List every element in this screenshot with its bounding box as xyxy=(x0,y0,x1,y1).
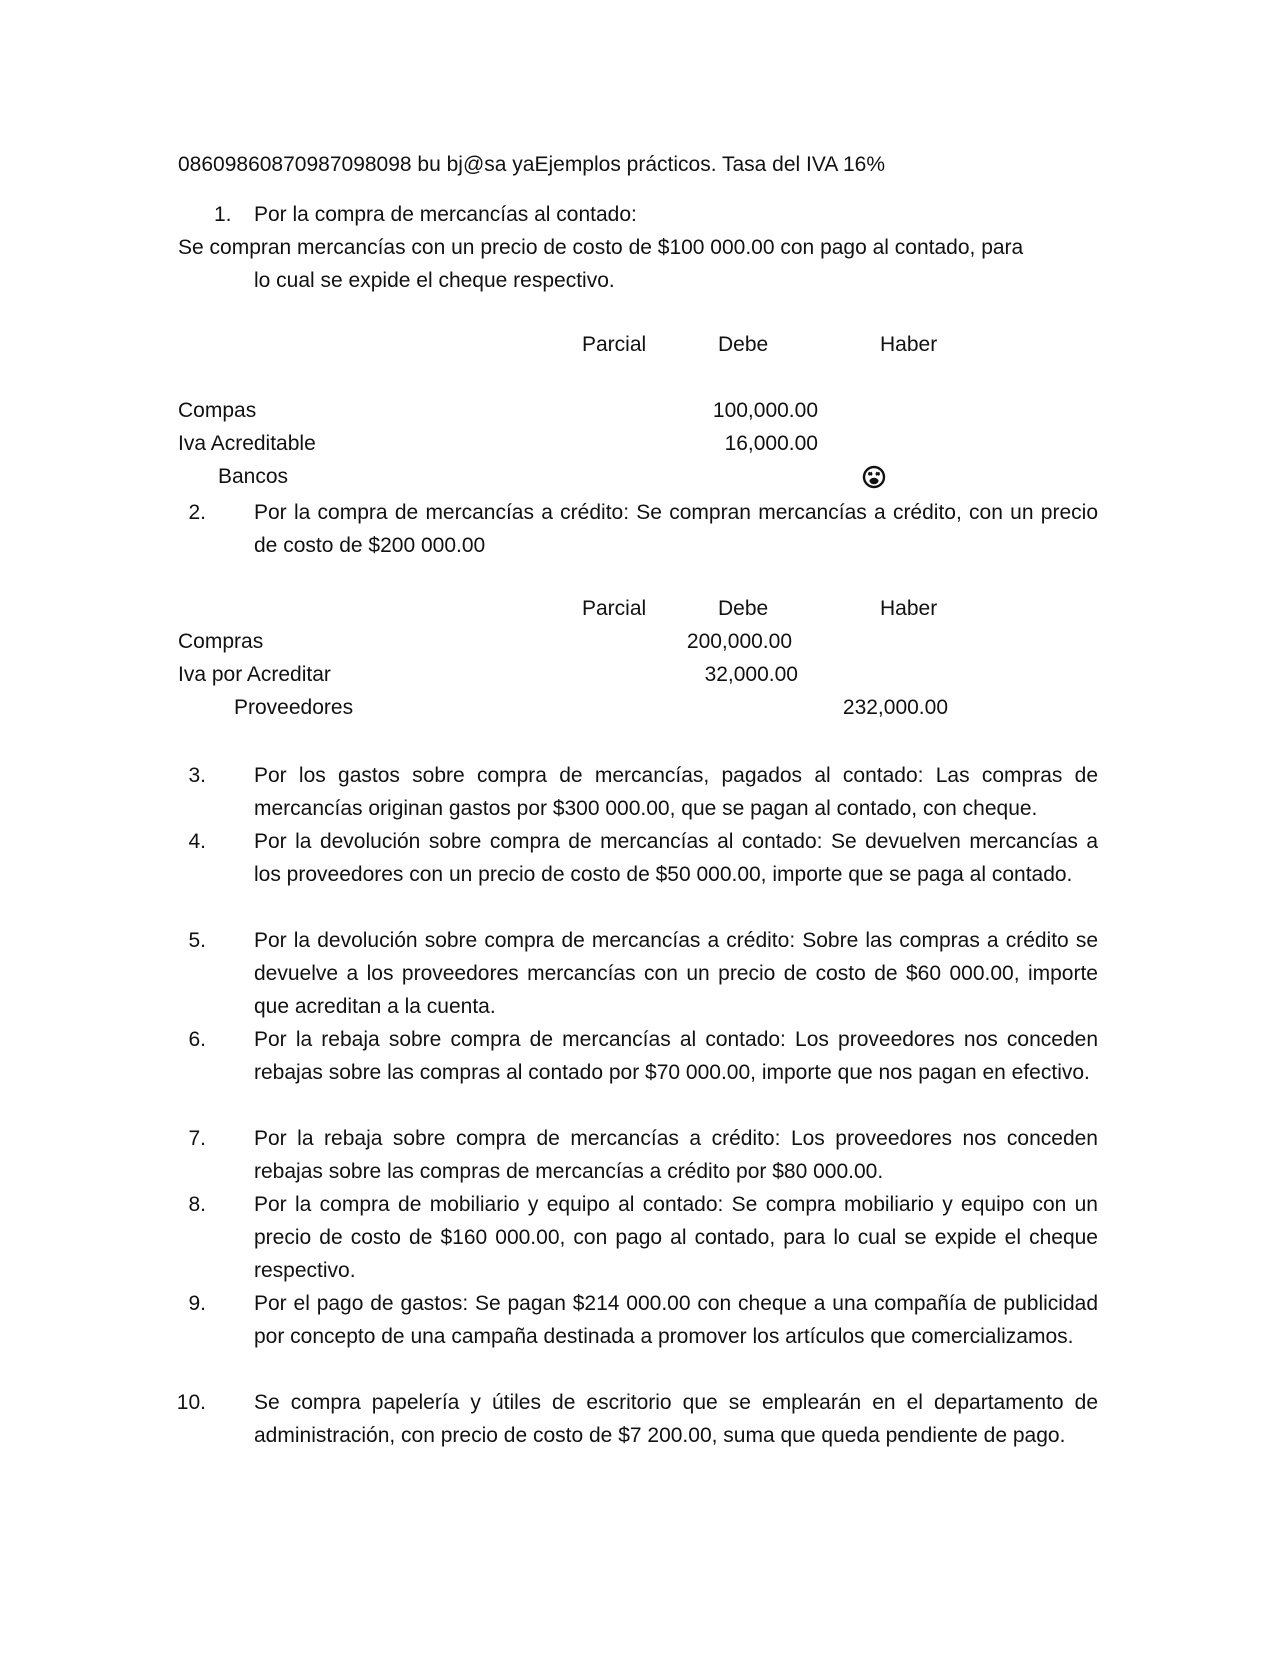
item-3-number: 3. xyxy=(188,764,206,787)
table2-row2-account: Iva por Acreditar xyxy=(178,663,331,686)
item-1-number: 1. xyxy=(214,203,232,226)
table1-header-haber: Haber xyxy=(880,333,938,356)
item-8-text: Por la compra de mobiliario y equipo al contado: Se compra mobiliario y equipo con un precio de costo de $160 000.00, con pago al contado, para lo cual se expide el cheque respectivo. xyxy=(254,1193,1098,1282)
table1-row2-debe: 16,000.00 xyxy=(724,432,818,455)
item-8 xyxy=(188,1188,1098,1287)
table2-row1-debe: 200,000.00 xyxy=(686,630,792,653)
item-6 xyxy=(188,1023,1098,1089)
item-9 xyxy=(188,1287,1098,1353)
item-4 xyxy=(188,825,1098,891)
table1-row2-account: Iva Acreditable xyxy=(178,432,316,455)
item-5-number: 5. xyxy=(188,929,206,952)
item-2-number: 2. xyxy=(188,501,206,524)
table1-header-parcial: Parcial xyxy=(582,333,647,356)
table2-row3-account: Proveedores xyxy=(234,696,354,719)
item-2 xyxy=(188,496,1098,562)
table1-row1-account: Compas xyxy=(178,399,257,422)
item-4-text: Por la devolución sobre compra de mercancías al contado: Se devuelven mercancías a los proveedores con un precio de costo de $50 000.00, importe que se paga al contado. xyxy=(254,830,1098,886)
item-7-number: 7. xyxy=(188,1127,206,1150)
table1-row1-debe: 100,000.00 xyxy=(712,399,818,422)
item-9-text: Por el pago de gastos: Se pagan $214 000.00 con cheque a una compañía de publicidad por concepto de una campaña destinada a promover los artículos que comercializamos. xyxy=(254,1292,1098,1348)
item-7-text: Por la rebaja sobre compra de mercancías a crédito: Los proveedores nos conceden rebajas sobre las compras de mercancías a crédito por $80 000.00. xyxy=(254,1127,1098,1183)
item-10-number: 10. xyxy=(176,1391,206,1414)
item-1-body-line1: Se compran mercancías con un precio de costo de $100 000.00 con pago al contado, para xyxy=(178,236,1024,259)
table1-header-debe: Debe xyxy=(718,333,769,356)
item-10-text: Se compra papelería y útiles de escritorio que se emplearán en el departamento de administración, con precio de costo de $7 200.00, suma que queda pendiente de pago. xyxy=(254,1391,1098,1447)
table1-row3-account: Bancos xyxy=(218,465,289,488)
table2-row1-account: Compras xyxy=(178,630,264,653)
item-1-body-line2: lo cual se expide el cheque respectivo. xyxy=(254,269,615,292)
item-6-number: 6. xyxy=(188,1028,206,1051)
item-10 xyxy=(176,1386,1098,1452)
table2-row3-haber: 232,000.00 xyxy=(842,696,948,719)
item-4-number: 4. xyxy=(188,830,206,853)
item-3 xyxy=(188,759,1098,825)
item-2-text: Por la compra de mercancías a crédito: Se compran mercancías a crédito, con un precio de costo de $200 000.00 xyxy=(254,501,1098,557)
item-3-text: Por los gastos sobre compra de mercancías, pagados al contado: Las compras de mercancías originan gastos por $300 000.00, que se pagan al contado, con cheque. xyxy=(254,764,1098,820)
item-8-number: 8. xyxy=(188,1193,206,1216)
table2-header-haber: Haber xyxy=(880,597,938,620)
table2-header-parcial: Parcial xyxy=(582,597,647,620)
face-icon xyxy=(862,465,886,489)
item-9-number: 9. xyxy=(188,1292,206,1315)
item-1-title: Por la compra de mercancías al contado: xyxy=(254,203,637,226)
item-5-text: Por la devolución sobre compra de mercancías a crédito: Sobre las compras a crédito se devuelve a los proveedores mercancías con un precio de costo de $60 000.00, importe que acreditan a la cuenta. xyxy=(254,929,1098,1018)
item-6-text: Por la rebaja sobre compra de mercancías al contado: Los proveedores nos conceden rebajas sobre las compras al contado por $70 000.00, importe que nos pagan en efectivo. xyxy=(254,1028,1098,1084)
table2-row2-debe: 32,000.00 xyxy=(704,663,798,686)
document-heading: 08609860870987098098 bu bj@sa yaEjemplos prácticos. Tasa del IVA 16% xyxy=(178,153,886,176)
item-7 xyxy=(188,1122,1098,1188)
table2-header-debe: Debe xyxy=(718,597,769,620)
item-5 xyxy=(188,924,1098,1023)
